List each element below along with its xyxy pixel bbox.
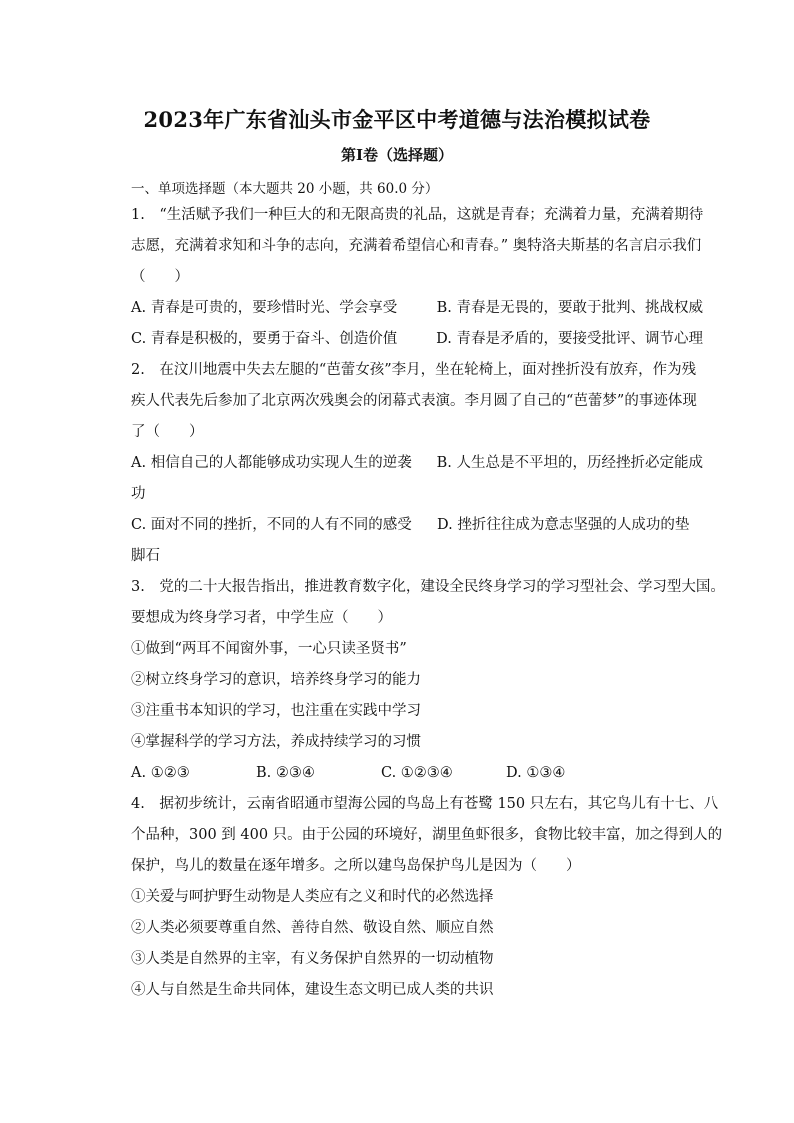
statement-2: ②人类必须要尊重自然、善待自然、敬设自然、顺应自然 — [131, 920, 494, 936]
options-row — [131, 510, 703, 541]
statement-3: ③注重书本知识的学习，也注重在实践中学习 — [131, 703, 421, 719]
exam-title: 2023年广东省汕头市金平区中考道德与法治模拟试卷 — [143, 107, 651, 132]
question-text-line: 个品种，300 到 400 只。由于公园的环境好，湖里鱼虾很多，食物比较丰富，加之得到人的 — [131, 827, 723, 843]
option-b[interactable]: B. ②③④ — [256, 765, 315, 781]
option-d[interactable]: D. 挫折往往成为意志坚强的人成功的垫 — [437, 517, 690, 533]
option-d[interactable]: D. ①③④ — [506, 765, 566, 781]
questions-list — [131, 200, 725, 1006]
options-row — [131, 324, 703, 355]
question-text-line: 了（ ） — [131, 424, 204, 440]
option-b-continued: 功 — [131, 486, 146, 502]
question-text-line: 2. 在汶川地震中失去左腿的“芭蕾女孩”李月，坐在轮椅上，面对挫折没有放弃，作为残 — [131, 362, 697, 378]
question-4 — [131, 789, 723, 1006]
statement-4: ④掌握科学的学习方法，养成持续学习的习惯 — [131, 734, 421, 750]
question-text-line: 保护，鸟儿的数量在逐年增多。之所以建鸟岛保护鸟儿是因为（ ） — [131, 858, 581, 874]
question-text-line: （ ） — [131, 269, 189, 285]
option-c[interactable]: C. 青春是积极的，要勇于奋斗、创造价值 — [131, 331, 398, 347]
statement-2: ②树立终身学习的意识，培养终身学习的能力 — [131, 672, 421, 688]
option-c[interactable]: C. 面对不同的挫折，不同的人有不同的感受 — [131, 517, 412, 533]
question-text-line: 疾人代表先后参加了北京两次残奥会的闭幕式表演。李月圆了自己的“芭蕾梦”的事迹体现 — [131, 393, 697, 409]
option-d-continued: 脚石 — [131, 548, 160, 564]
question-3 — [131, 572, 725, 789]
option-a[interactable]: A. ①②③ — [131, 765, 190, 781]
options-row — [131, 758, 703, 789]
question-text-line: 志愿，充满着求知和斗争的志向，充满着希望信心和青春。” 奥特洛夫斯基的名言启示我们 — [131, 238, 702, 254]
option-b[interactable]: B. 青春是无畏的，要敢于批判、挑战权威 — [436, 300, 703, 316]
section-heading: 一、单项选择题（本大题共 20 小题，共 60.0 分） — [131, 181, 439, 197]
statement-3: ③人类是自然界的主宰，有义务保护自然界的一切动植物 — [131, 951, 494, 967]
question-text-line: 3. 党的二十大报告指出，推进教育数字化，建设全民终身学习的学习型社会、学习型大国。 — [131, 579, 725, 595]
option-a[interactable]: A. 青春是可贵的，要珍惜时光、学会享受 — [131, 300, 398, 316]
option-c[interactable]: C. ①②③④ — [381, 765, 453, 781]
question-2 — [131, 355, 703, 572]
question-text-line: 要想成为终身学习者，中学生应（ ） — [131, 610, 392, 626]
statement-4: ④人与自然是生命共同体，建设生态文明已成人类的共识 — [131, 982, 494, 998]
statement-1: ①关爱与呵护野生动物是人类应有之义和时代的必然选择 — [131, 889, 494, 905]
option-b[interactable]: B. 人生总是不平坦的，历经挫折必定能成 — [436, 455, 703, 471]
options-row — [131, 448, 703, 479]
statement-1: ①做到“两耳不闻窗外事，一心只读圣贤书” — [131, 641, 407, 657]
question-1 — [131, 200, 703, 355]
question-text-line: 1. “生活赋予我们一种巨大的和无限高贵的礼品，这就是青春；充满着力量，充满着期待 — [131, 207, 704, 223]
question-text-line: 4. 据初步统计，云南省昭通市望海公园的鸟岛上有苍鹭 150 只左右，其它鸟儿有十七、八 — [131, 796, 719, 812]
options-row — [131, 293, 703, 324]
option-d[interactable]: D. 青春是矛盾的，要接受批评、调节心理 — [436, 331, 703, 347]
paper-subtitle: 第Ⅰ卷（选择题） — [340, 146, 454, 164]
option-a[interactable]: A. 相信自己的人都能够成功实现人生的逆袭 — [131, 455, 412, 471]
